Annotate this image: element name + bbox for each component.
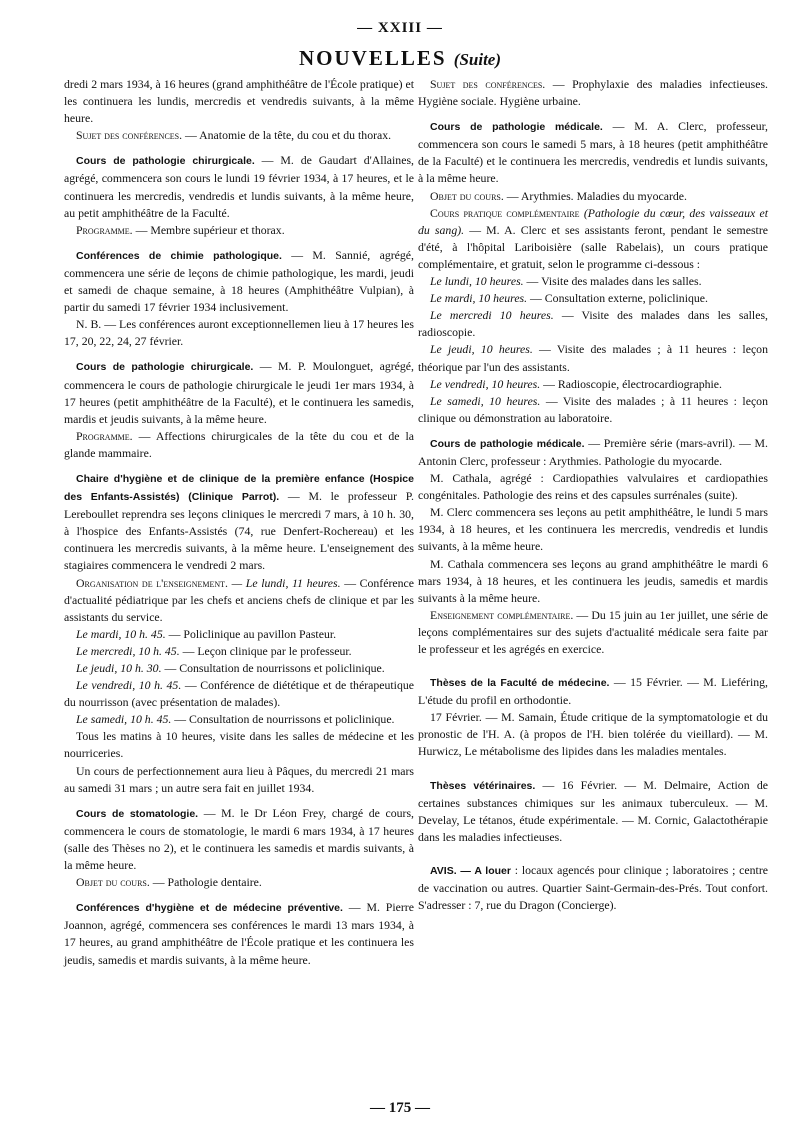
- lead-in: Objet du cours.: [76, 875, 150, 890]
- italic-text: Le mercredi, 10 h. 45.: [76, 643, 180, 658]
- paragraph: [64, 247, 414, 316]
- paragraph-text: — Anatomie de la tête, du cou et du thorax.: [182, 128, 392, 143]
- lead-in: Sujet des conférences.: [76, 128, 183, 143]
- title-text: NOUVELLES: [298, 46, 447, 70]
- paragraph: [418, 273, 768, 290]
- lead-in: Organisation de l'enseignement.: [76, 575, 228, 590]
- paragraph: [64, 358, 414, 427]
- paragraph: [64, 660, 414, 677]
- paragraph: [64, 575, 414, 626]
- paragraph-text: — Membre supérieur et thorax.: [132, 222, 285, 237]
- paragraph: [64, 626, 414, 643]
- paragraph: [64, 470, 414, 575]
- paragraph: [418, 393, 768, 427]
- italic-text: Le mardi, 10 heures.: [430, 291, 528, 306]
- italic-text: Le mercredi 10 heures.: [430, 308, 554, 323]
- paragraph-text: — Consultation externe, policlinique.: [527, 291, 708, 306]
- paragraph-text: — Conférence de diététique et de thérapeutique du nourrisson (avec présentation de malades).: [64, 678, 414, 710]
- italic-text: Le jeudi, 10 heures.: [430, 342, 533, 357]
- section-heading: Cours de stomatologie.: [76, 807, 199, 820]
- paragraph: [418, 76, 768, 110]
- paragraph-text: — M. Pierre Joannon, agrégé, commencera ses conférences le mardi 13 mars 1934, à 17 heures, au grand amphithéâtre de l'École pratique et les continuera les jeudis, samedis et mardis suivants, à la même heure.: [64, 900, 414, 967]
- paragraph-text: — M. A. Clerc et ses assistants feront, pendant le semestre d'été, à l'hôpital Lariboisière (salle Rabelais), un cours pratique complémentaire, et gratuit, selon le programme ci-dessous :: [418, 222, 768, 271]
- paragraph-text: — M. le professeur P. Lereboullet reprendra ses leçons cliniques le mercredi 7 mars, à 10 h. 30, à l'hospice des Enfants-Assistés (74, rue Denfert-Rochereau) et les continuera les mercredis suivants, à la même heure. L'enseignement des stagiaires commencera le vendredi 2 mars.: [64, 489, 414, 573]
- paragraph-text: — Visite des malades dans les salles.: [523, 274, 702, 289]
- paragraph: [64, 152, 414, 221]
- section-heading: Conférences de chimie pathologique.: [76, 249, 282, 262]
- paragraph: dredi 2 mars 1934, à 16 heures (grand amphithéâtre de l'École pratique) et les continuera les lundis, mercredis et vendredis suivants, à la même heure.: [64, 77, 414, 126]
- paragraph: [64, 805, 414, 874]
- paragraph: [418, 188, 768, 205]
- section-heading: Thèses vétérinaires.: [430, 779, 536, 792]
- lead-in: Programme.: [76, 428, 133, 443]
- paragraph-text: — 15 Février. — M. Lieféring, L'étude du profil en orthodontie.: [418, 675, 768, 708]
- paragraph: [418, 376, 768, 393]
- paragraph: [418, 307, 768, 341]
- paragraph-text: — Radioscopie, électrocardiographie.: [540, 376, 722, 391]
- paragraph-text: — Pathologie dentaire.: [149, 875, 262, 890]
- lead-in: Cours pratique complémentaire: [430, 205, 580, 220]
- lead-in: Objet du cours.: [430, 188, 504, 203]
- left-column: [64, 76, 414, 969]
- paragraph: M. Clerc commencera ses leçons au petit amphithéâtre, le lundi 5 mars 1934, à 18 heures, et les continuera les mercredis, vendredis et lundis suivants, à la même heure.: [418, 505, 768, 554]
- paragraph-text: — Consultation de nourrissons et policlinique.: [161, 661, 385, 675]
- title-subtitle: (Suite): [453, 50, 502, 69]
- section-heading: Cours de pathologie médicale.: [430, 121, 603, 134]
- paragraph: [418, 674, 768, 709]
- paragraph: N. B. — Les conférences auront exceptionnellemen lieu à 17 heures les 17, 20, 22, 24, 27 février.: [64, 317, 414, 349]
- paragraph: [418, 290, 768, 307]
- section-heading: Chaire d'hygiène et de clinique de la première enfance (Hospice des Enfants-Assistés) (Clinique Parrot).: [64, 472, 414, 504]
- paragraph: [64, 643, 414, 660]
- section-heading: Thèses de la Faculté de médecine.: [430, 677, 610, 690]
- paragraph: 17 Février. — M. Samain, Étude critique de la symptomatologie et du pronostic de l'H. A. (à propos de l'H. bien tolérée du vieillard). — M. Hurwicz, Le métabolisme des lipides dans les maladies mentales.: [418, 710, 768, 759]
- paragraph: Tous les matins à 10 heures, visite dans les salles de médecine et les nourriceries.: [64, 729, 414, 761]
- paragraph: [64, 711, 414, 728]
- paragraph: Un cours de perfectionnement aura lieu à Pâques, du mercredi 21 mars au samedi 31 mars ; un autre sera fait en juillet 1934.: [64, 763, 414, 795]
- page-number: — 175 —: [370, 1100, 430, 1116]
- paragraph-text: — Première série (mars-avril). — M. Antonin Clerc, professeur : Arythmies. Pathologie du myocarde.: [418, 435, 768, 468]
- paragraph-text: : locaux agencés pour clinique ; laboratoires ; centre de vaccination ou autres. Quartier Saint-Germain-des-Prés. Tout confort. S'adresser : 7, rue du Dragon (Concierge).: [418, 862, 768, 913]
- section-heading: Cours de pathologie chirurgicale.: [76, 361, 254, 374]
- paragraph: [64, 899, 414, 968]
- paragraph-text: — Visite des malades ; à 11 heures : leçon clinique ou démonstration au laboratoire.: [418, 393, 768, 425]
- paragraph: [418, 341, 768, 375]
- paragraph-text: — Conférence d'actualité pédiatrique par les chefs et anciens chefs de clinique et par les assistants du service.: [64, 575, 415, 624]
- paragraph-text: — M. P. Moulonguet, agrégé, commencera le cours de pathologie chirurgicale le jeudi 1er mars 1934, à 17 heures (petit amphithéâtre de la Faculté), et le continuera les samedis, mardis et jeudis suivants, à la même heure.: [64, 359, 414, 426]
- page-roman-numeral: — XXIII —: [357, 20, 443, 36]
- italic-text: Le vendredi, 10 heures.: [430, 376, 541, 391]
- italic-text: (Pathologie du cœur, des vaisseaux et du sang).: [418, 205, 768, 237]
- paragraph: [418, 205, 768, 273]
- paragraph: [64, 428, 414, 462]
- paragraph-text: — Affections chirurgicales de la tête du cou et de la glande mammaire.: [64, 428, 414, 460]
- paragraph-text: — M. Sannié, agrégé, commencera une série de leçons de chimie pathologique, les mardi, jeudi et samedi de chaque semaine, à 18 heures (Amphithéâtre Vulpian), à partir du samedi 17 février 1934 inclusivement.: [64, 247, 414, 315]
- paragraph: [418, 777, 768, 846]
- section-heading: AVIS. — A louer: [430, 864, 511, 877]
- italic-text: Le mardi, 10 h. 45.: [76, 626, 166, 641]
- right-column: [418, 76, 768, 914]
- lead-in: Programme.: [76, 222, 133, 237]
- paragraph: [418, 862, 768, 914]
- paragraph-text: — M. de Gaudart d'Allaines, agrégé, commencera son cours le lundi 19 février 1934, à 17 heures, et le continuera les mercredis, vendredis et lundis suivants, à la même heure, au petit amphithéâtre de la Faculté.: [64, 153, 414, 220]
- italic-text: Le lundi, 10 heures.: [430, 274, 524, 289]
- paragraph: [418, 607, 768, 658]
- italic-text: Le vendredi, 10 h. 45.: [76, 678, 182, 693]
- paragraph: [64, 127, 414, 144]
- paragraph-text: — Consultation de nourrissons et policlinique.: [171, 712, 395, 727]
- paragraph-text: — Visite des malades ; à 11 heures : leçon théorique par l'un des assistants.: [418, 342, 768, 374]
- paragraph-text: — Leçon clinique par le professeur.: [179, 643, 352, 658]
- paragraph-text: — Prophylaxie des maladies infectieuses. Hygiène sociale. Hygiène urbaine.: [418, 77, 768, 109]
- paragraph-text: — 16 Février. — M. Delmaire, Action de certaines substances chimiques sur les animaux tuberculeux. — M. Develay, Le tétanos, étude expérimentale. — M. Cornic, Galactothérapie dans les maladies infectieuses.: [418, 777, 768, 844]
- italic-text: — Le lundi, 11 heures.: [227, 575, 341, 590]
- paragraph: [418, 118, 768, 187]
- paragraph-text: — Policlinique au pavillon Pasteur.: [165, 626, 337, 641]
- paragraph-text: — Visite des malades dans les salles, radioscopie.: [418, 308, 768, 340]
- paragraph-text: — M. A. Clerc, professeur, commencera son cours le samedi 5 mars, à 18 heures (petit amphithéâtre de la Faculté) et le continuera les mercredis, vendredis et lundis suivants, à la même heure.: [418, 119, 769, 186]
- paragraph: [64, 222, 414, 239]
- italic-text: Le samedi, 10 h. 45.: [76, 712, 172, 727]
- paragraph: [64, 677, 414, 711]
- page-title: [0, 46, 800, 71]
- section-heading: Conférences d'hygiène et de médecine préventive.: [76, 902, 343, 915]
- section-heading: Cours de pathologie médicale.: [430, 437, 585, 450]
- paragraph-text: — Arythmies. Maladies du myocarde.: [503, 188, 687, 203]
- italic-text: Le samedi, 10 heures.: [430, 393, 541, 408]
- paragraph-text: — Du 15 juin au 1er juillet, une série de leçons complémentaires sur des sujets d'actualité médicale sera faite par le professeur et les agrégés en exercice.: [418, 607, 769, 656]
- lead-in: Sujet des conférences.: [430, 77, 546, 91]
- paragraph: [64, 874, 414, 891]
- italic-text: Le jeudi, 10 h. 30.: [76, 661, 162, 675]
- paragraph-text: — M. le Dr Léon Frey, chargé de cours, commencera le cours de stomatologie, le mardi 6 mars 1934, à 17 heures (salle des Thèses no 2), et le continuera les samedis et mardis suivants, à la même heure.: [64, 805, 414, 873]
- section-heading: Cours de pathologie chirurgicale.: [76, 155, 255, 168]
- paragraph: [418, 435, 768, 470]
- paragraph: M. Cathala commencera ses leçons au grand amphithéâtre le mardi 6 mars 1934, à 18 heures, et les continuera les jeudis, samedis et mardis suivants à la même heure.: [418, 556, 768, 605]
- lead-in: Enseignement complémentaire.: [430, 607, 574, 622]
- paragraph: M. Cathala, agrégé : Cardiopathies valvulaires et cardiopathies congénitales. Pathologie des reins et des capsules surrénales (suite).: [418, 471, 768, 503]
